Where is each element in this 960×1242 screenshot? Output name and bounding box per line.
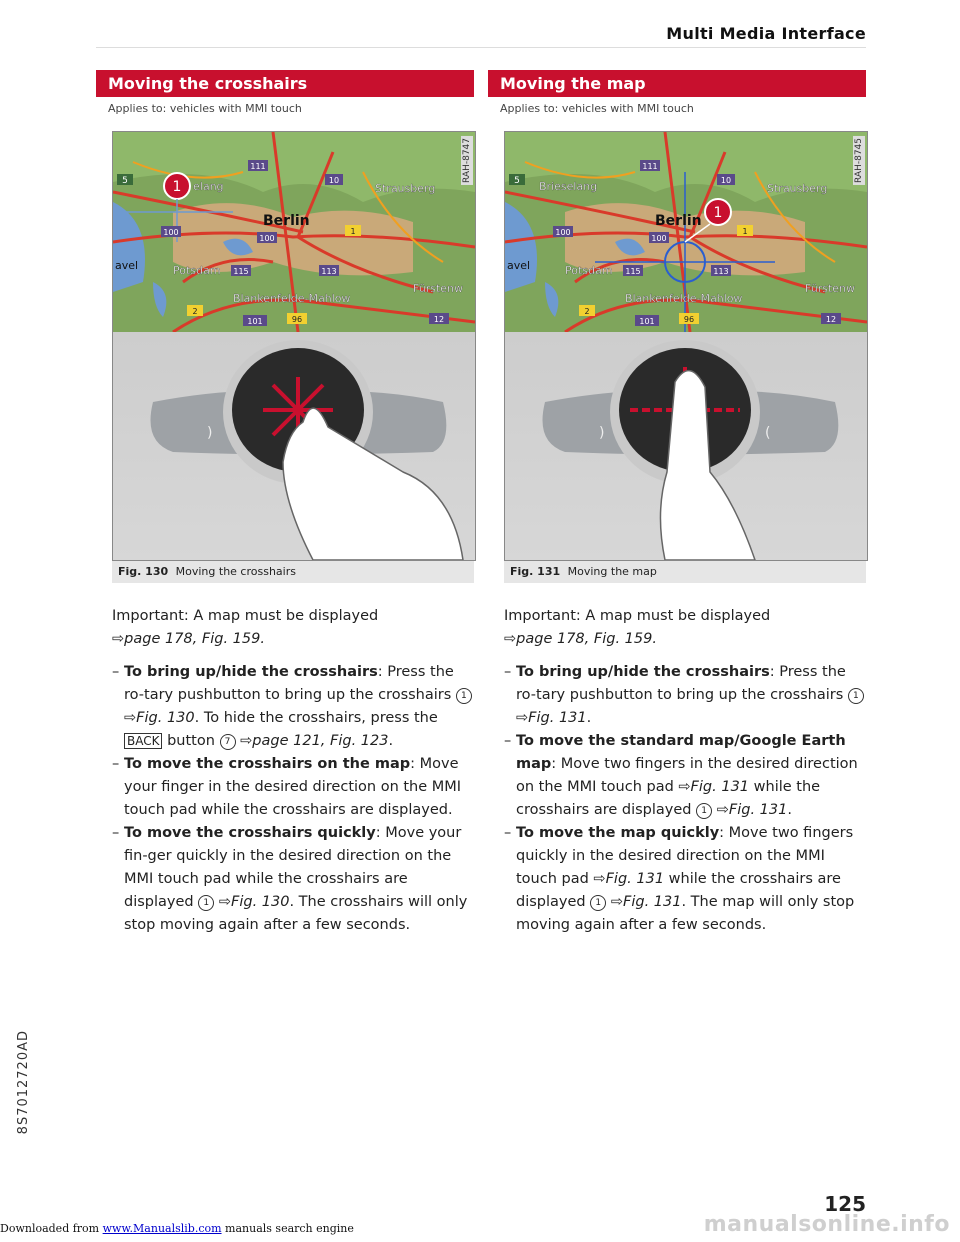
page-number: 125 bbox=[824, 1192, 866, 1216]
figure-ref[interactable]: ⇨Fig. 131 bbox=[678, 779, 750, 795]
item-title: To move the crosshairs quickly bbox=[124, 825, 376, 841]
svg-text:111: 111 bbox=[250, 162, 266, 171]
callout-number: 1 bbox=[848, 688, 864, 704]
manualslib-link[interactable]: www.Manualslib.com bbox=[102, 1222, 222, 1235]
item-text: . The map will only stop moving again after a few seconds. bbox=[516, 894, 855, 933]
running-header: Multi Media Interface bbox=[666, 24, 866, 43]
figure-ref[interactable]: ⇨Fig. 131 bbox=[516, 710, 587, 726]
callout-number: 1 bbox=[696, 803, 712, 819]
figure-ref[interactable]: ⇨Fig. 130 bbox=[214, 894, 290, 910]
map-label-potsdam: Potsdam bbox=[173, 264, 221, 277]
svg-text:5: 5 bbox=[122, 176, 128, 186]
svg-text:96: 96 bbox=[291, 315, 303, 324]
section-heading: Moving the crosshairs bbox=[96, 70, 474, 97]
figure-131 bbox=[504, 131, 868, 561]
svg-text:115: 115 bbox=[233, 267, 249, 276]
svg-text:1: 1 bbox=[172, 179, 182, 195]
intro-text: Important: A map must be displayed bbox=[112, 608, 379, 624]
map-label-top-left: elang bbox=[193, 180, 224, 193]
svg-text:1: 1 bbox=[350, 227, 356, 236]
callout-number: 1 bbox=[456, 688, 472, 704]
figure-caption-text: Moving the map bbox=[567, 565, 657, 578]
map-label-strausberg: Strausberg bbox=[767, 182, 828, 195]
list-item: – To bring up/hide the crosshairs: Press the ro-tary pushbutton to bring up the crosshairs 1 ⇨Fig. 130. To hide the crosshairs, press the BACK button 7 ⇨page 121, Fig. 123. bbox=[112, 661, 474, 753]
svg-text:): ) bbox=[207, 425, 213, 441]
body-text bbox=[504, 605, 866, 937]
section-moving-map bbox=[488, 70, 866, 937]
item-text: . bbox=[586, 710, 592, 726]
intro bbox=[112, 605, 474, 651]
list-item: – To move the crosshairs on the map: Move your finger in the desired direction on the MMI touch pad while the crosshairs are displayed. bbox=[112, 756, 462, 818]
map-label-blankenfelde: Blankenfelde-Mahlow bbox=[233, 292, 351, 305]
item-title: To bring up/hide the crosshairs bbox=[516, 664, 770, 680]
figure-ref[interactable]: ⇨Fig. 131 bbox=[593, 871, 665, 887]
figure-id: RAH-8747 bbox=[462, 138, 472, 183]
svg-text:113: 113 bbox=[713, 267, 729, 276]
item-text: : Press the ro-tary pushbutton to bring up the crosshairs bbox=[516, 664, 848, 703]
figure-ref[interactable]: ⇨Fig. 130 bbox=[124, 710, 195, 726]
item-text: button bbox=[162, 733, 220, 749]
svg-text:1: 1 bbox=[742, 227, 748, 236]
item-title: To bring up/hide the crosshairs bbox=[124, 664, 378, 680]
item-title: To move the standard map/Google Earth map bbox=[516, 733, 846, 772]
item-title: To move the crosshairs on the map bbox=[124, 756, 411, 772]
svg-text:111: 111 bbox=[642, 162, 658, 171]
back-key-label: BACK bbox=[124, 733, 162, 749]
item-text: while the crosshairs are displayed bbox=[516, 871, 841, 910]
item-text: . bbox=[787, 802, 792, 818]
map-label-top-left: Brieselang bbox=[539, 180, 598, 193]
map-label-furstenw: Fürstenw bbox=[805, 282, 855, 295]
page-ref[interactable]: ⇨page 121, Fig. 123 bbox=[235, 733, 389, 749]
intro-ref[interactable]: ⇨page 178, Fig. 159. bbox=[112, 631, 265, 647]
figure-label: Fig. 130 bbox=[118, 565, 169, 578]
callout-number: 7 bbox=[220, 734, 236, 750]
map-label-avel: avel bbox=[115, 259, 139, 272]
item-text: : Move two fingers in the desired direction on the MMI touch pad bbox=[516, 756, 858, 795]
figure-label: Fig. 131 bbox=[510, 565, 561, 578]
map-label-avel: avel bbox=[507, 259, 531, 272]
map-label-berlin: Berlin bbox=[655, 213, 702, 229]
list-item: – To move the standard map/Google Earth map: Move two fingers in the desired direction on the MMI touch pad ⇨Fig. 131 while the crosshairs are displayed 1 ⇨Fig. 131. bbox=[504, 733, 858, 818]
svg-text:2: 2 bbox=[192, 307, 198, 316]
svg-text:(: ( bbox=[765, 425, 771, 441]
touchpad-illustration bbox=[113, 332, 475, 560]
map-image bbox=[505, 132, 867, 332]
item-text: : Move your finger in the desired direction on the MMI touch pad while the crosshairs are displayed. bbox=[124, 756, 462, 818]
figure-ref[interactable]: ⇨Fig. 131 bbox=[712, 802, 788, 818]
svg-text:10: 10 bbox=[720, 176, 732, 185]
map-label-strausberg: Strausberg bbox=[375, 182, 436, 195]
section-heading: Moving the map bbox=[488, 70, 866, 97]
svg-text:10: 10 bbox=[328, 176, 340, 185]
map-label-blankenfelde: Blankenfelde-Mahlow bbox=[625, 292, 743, 305]
svg-text:100: 100 bbox=[651, 234, 667, 243]
map-image bbox=[113, 132, 475, 332]
list-item: – To bring up/hide the crosshairs: Press the ro-tary pushbutton to bring up the crosshairs 1 ⇨Fig. 131. bbox=[504, 661, 866, 730]
figure-id: RAH-8745 bbox=[854, 138, 864, 183]
svg-text:115: 115 bbox=[625, 267, 641, 276]
applies-to: Applies to: vehicles with MMI touch bbox=[500, 102, 694, 115]
intro-ref[interactable]: ⇨page 178, Fig. 159. bbox=[504, 631, 657, 647]
item-text: . bbox=[388, 733, 394, 749]
map-label-furstenw: Fürstenw bbox=[413, 282, 463, 295]
svg-text:113: 113 bbox=[321, 267, 337, 276]
item-text: . To hide the crosshairs, press the bbox=[194, 710, 438, 726]
figure-caption bbox=[112, 561, 474, 583]
figure-ref[interactable]: ⇨Fig. 131 bbox=[606, 894, 682, 910]
callout-number: 1 bbox=[198, 895, 214, 911]
intro-text: Important: A map must be displayed bbox=[504, 608, 771, 624]
touchpad-illustration bbox=[505, 332, 867, 560]
list-item: – To move the map quickly: Move two fingers quickly in the desired direction on the MMI touch pad ⇨Fig. 131 while the crosshairs are displayed 1 ⇨Fig. 131. The map will only stop moving again after a few seconds. bbox=[504, 825, 855, 933]
svg-text:101: 101 bbox=[247, 317, 263, 326]
footer-prefix: Downloaded from bbox=[0, 1222, 103, 1235]
download-footer bbox=[0, 1222, 354, 1235]
body-text bbox=[112, 605, 474, 937]
item-text: : Press the ro-tary pushbutton to bring up the crosshairs bbox=[124, 664, 456, 703]
item-text: : Move two fingers quickly in the desired direction on the MMI touch pad bbox=[516, 825, 854, 887]
svg-text:12: 12 bbox=[433, 315, 445, 324]
svg-text:): ) bbox=[599, 425, 605, 441]
svg-text:2: 2 bbox=[584, 307, 590, 316]
intro bbox=[504, 605, 866, 651]
document-code: 8S7012720AD bbox=[16, 1030, 31, 1135]
item-title: To move the map quickly bbox=[516, 825, 720, 841]
figure-130 bbox=[112, 131, 476, 561]
svg-text:5: 5 bbox=[514, 176, 520, 186]
svg-text:101: 101 bbox=[639, 317, 655, 326]
svg-text:100: 100 bbox=[259, 234, 275, 243]
item-text: while the crosshairs are displayed bbox=[516, 779, 821, 818]
section-moving-crosshairs bbox=[96, 70, 474, 937]
map-label-potsdam: Potsdam bbox=[565, 264, 613, 277]
applies-to: Applies to: vehicles with MMI touch bbox=[108, 102, 302, 115]
svg-text:100: 100 bbox=[163, 228, 179, 237]
header-rule bbox=[96, 47, 866, 48]
svg-text:12: 12 bbox=[825, 315, 837, 324]
map-label-berlin: Berlin bbox=[263, 213, 310, 229]
list-item: – To move the crosshairs quickly: Move your fin-ger quickly in the desired direction on the MMI touch pad while the crosshairs are displayed 1 ⇨Fig. 130. The crosshairs will only stop moving again after a few seconds. bbox=[112, 825, 468, 933]
item-text: : Move your fin-ger quickly in the desired direction on the MMI touch pad while the crosshairs are displayed bbox=[124, 825, 462, 910]
figure-caption bbox=[504, 561, 866, 583]
svg-text:1: 1 bbox=[713, 205, 723, 221]
item-text: . The crosshairs will only stop moving again after a few seconds. bbox=[124, 894, 468, 933]
callout-number: 1 bbox=[590, 895, 606, 911]
svg-text:100: 100 bbox=[555, 228, 571, 237]
svg-text:96: 96 bbox=[683, 315, 695, 324]
watermark: manualsonline.info bbox=[703, 1212, 950, 1237]
footer-suffix: manuals search engine bbox=[221, 1222, 354, 1235]
figure-caption-text: Moving the crosshairs bbox=[175, 565, 296, 578]
